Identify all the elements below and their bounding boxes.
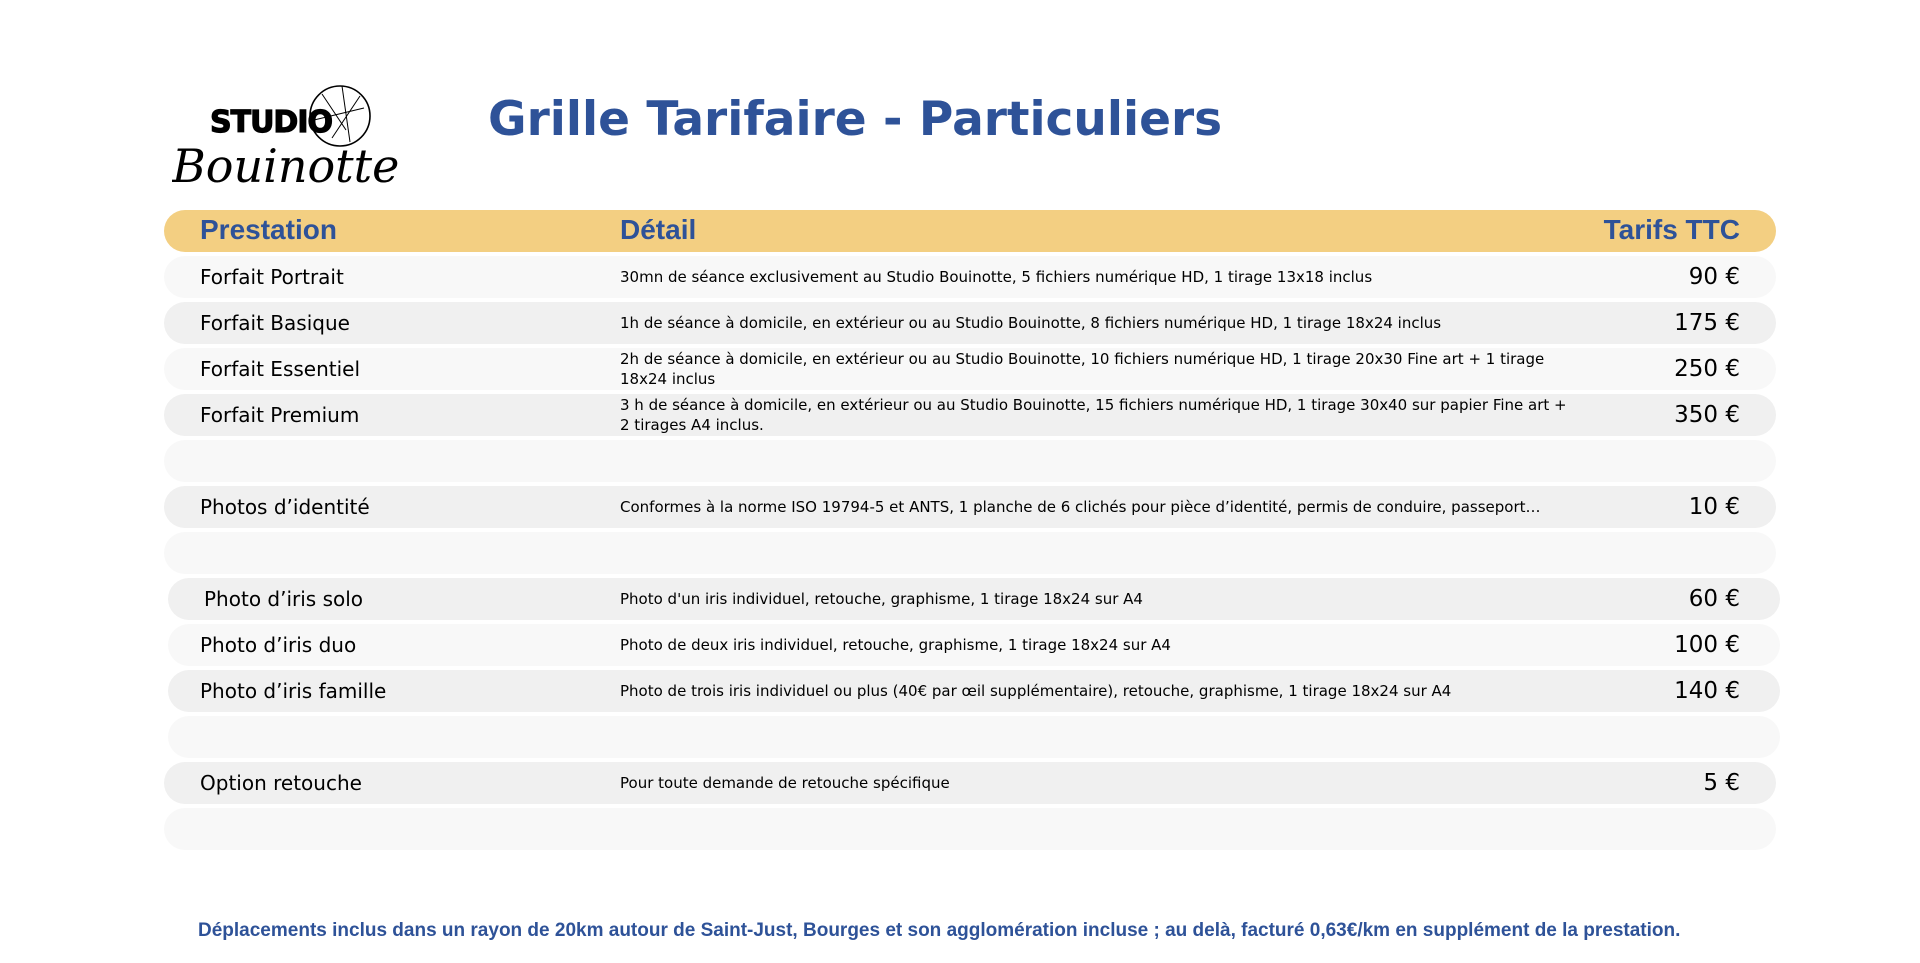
row-prestation: Forfait Basique (200, 311, 350, 335)
row-prestation: Photo d’iris famille (200, 679, 387, 703)
row-price: 350 € (1674, 402, 1740, 428)
row-detail: Pour toute demande de retouche spécifique (620, 774, 950, 792)
table-row (168, 624, 1780, 666)
row-price: 90 € (1688, 264, 1740, 290)
row-prestation: Forfait Portrait (200, 265, 344, 289)
table-row (164, 486, 1776, 528)
row-detail: Photo de deux iris individuel, retouche, graphisme, 1 tirage 18x24 sur A4 (620, 636, 1171, 654)
header-detail: Détail (620, 214, 697, 245)
row-price: 100 € (1674, 632, 1740, 658)
table-row-empty (164, 808, 1776, 850)
logo-bouinotte-text: Bouinotte (172, 139, 400, 193)
row-prestation: Photo d’iris duo (200, 633, 357, 657)
studio-bouinotte-logo (172, 80, 402, 198)
page-title: Grille Tarifaire - Particuliers (488, 92, 1223, 147)
travel-footnote: Déplacements inclus dans un rayon de 20km autour de Saint-Just, Bourges et son agglomération incluse ; au delà, facturé 0,63€/km en supplément de la prestation. (198, 920, 1681, 941)
row-price: 5 € (1703, 770, 1740, 796)
table-row-empty (164, 440, 1776, 482)
table-row (164, 348, 1776, 390)
row-detail: 30mn de séance exclusivement au Studio Bouinotte, 5 fichiers numérique HD, 1 tirage 13x18 inclus (620, 268, 1373, 286)
table-row-empty (164, 532, 1776, 574)
row-prestation: Photo d’iris solo (204, 587, 364, 611)
row-price: 250 € (1674, 356, 1740, 382)
header-prestation: Prestation (200, 214, 337, 245)
header-tarifs: Tarifs TTC (1603, 214, 1740, 245)
row-price: 60 € (1688, 586, 1740, 612)
row-detail: 1h de séance à domicile, en extérieur ou au Studio Bouinotte, 8 fichiers numérique HD, 1 tirage 18x24 inclus (620, 314, 1442, 332)
row-detail: 2h de séance à domicile, en extérieur ou au Studio Bouinotte, 10 fichiers numérique HD, 1 tirage 20x30 Fine art + 1 tirage 18x24 inclus (620, 350, 1545, 388)
row-price: 140 € (1674, 678, 1740, 704)
table-row (168, 670, 1780, 712)
table-row (168, 578, 1780, 620)
row-prestation: Forfait Essentiel (200, 357, 361, 381)
table-row (164, 302, 1776, 344)
table-row (164, 762, 1776, 804)
row-detail: 3 h de séance à domicile, en extérieur ou au Studio Bouinotte, 15 fichiers numérique HD, 1 tirage 30x40 sur papier Fine art + 2 tirages A4 inclus. (620, 396, 1567, 434)
row-price: 10 € (1688, 494, 1740, 520)
row-prestation: Forfait Premium (200, 403, 360, 427)
row-detail: Conformes à la norme ISO 19794-5 et ANTS, 1 planche de 6 clichés pour pièce d’identité, permis de conduire, passeport… (620, 498, 1541, 516)
row-detail: Photo de trois iris individuel ou plus (40€ par œil supplémentaire), retouche, graphisme, 1 tirage 18x24 sur A4 (620, 682, 1452, 700)
row-price: 175 € (1674, 310, 1740, 336)
table-row (164, 394, 1776, 436)
logo-studio-text: STUDIO (210, 105, 332, 140)
table-row (164, 256, 1776, 298)
table-header (164, 210, 1776, 252)
row-detail: Photo d'un iris individuel, retouche, graphisme, 1 tirage 18x24 sur A4 (620, 590, 1143, 608)
table-row-empty (168, 716, 1780, 758)
row-prestation: Photos d’identité (200, 495, 370, 519)
row-prestation: Option retouche (200, 771, 362, 795)
